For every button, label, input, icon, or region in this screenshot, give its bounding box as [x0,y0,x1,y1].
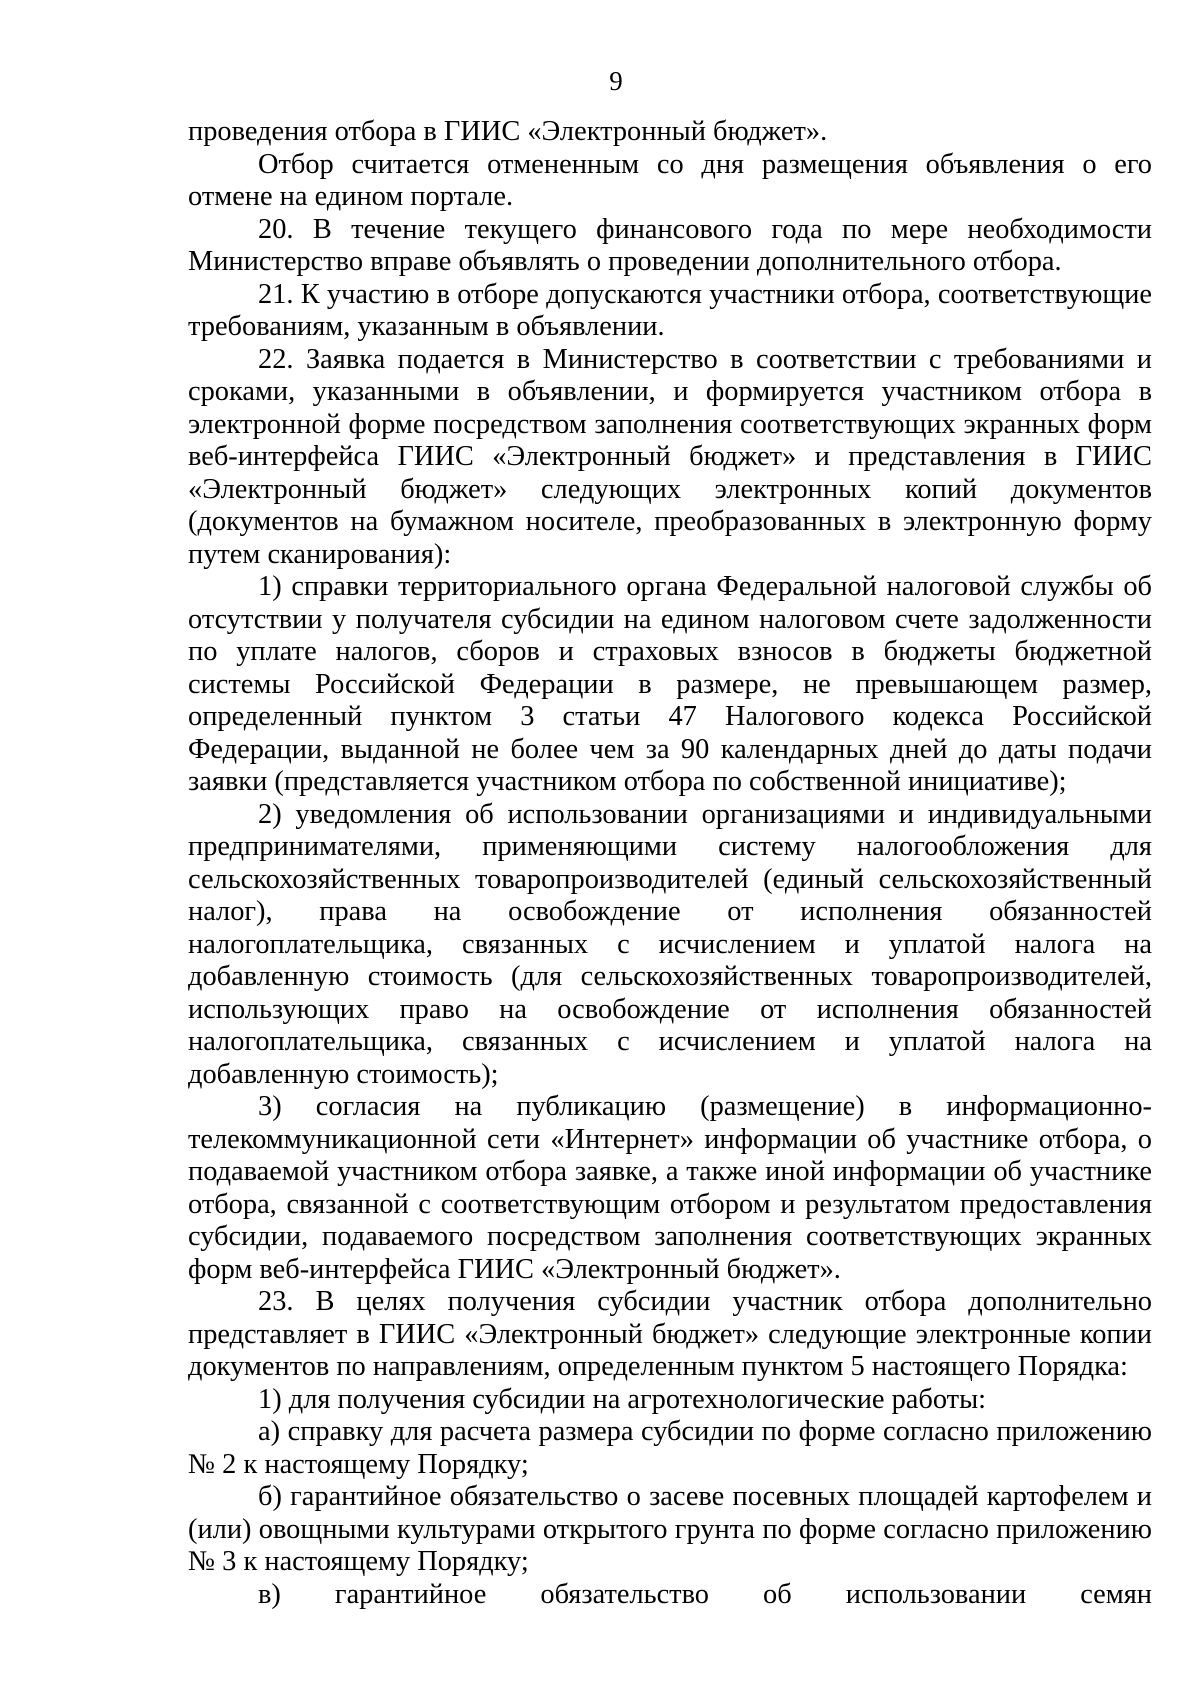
paragraph-clause-22-item-3: 3) согласия на публикацию (размещение) в информационно-телекоммуникационной сети «Интернет» информации об участнике отбора, о подаваемой участником отбора заявке, а также иной информации об участнике отбора, связанной с соответствующим отбором и результатом предоставления субсидии, подаваемого посредством заполнения соответствующих экранных форм веб-интерфейса ГИИС «Электронный бюджет». [188,1091,1152,1285]
paragraph-clause-23: 23. В целях получения субсидии участник отбора дополнительно представляет в ГИИС «Электронный бюджет» следующие электронные копии документов по направлениям, определенным пунктом 5 настоящего Порядка: [188,1286,1152,1382]
paragraph-clause-23-item-1v: в) гарантийное обязательство об использовании семян [258,1578,1152,1610]
paragraph-clause-22-item-1: 1) справки территориального органа Федеральной налоговой службы об отсутствии у получателя субсидии на едином налоговом счете задолженности по уплате налогов, сборов и страховых взносов в бюджеты бюджетной системы Российской Федерации в размере, не превышающем размер, определенный пунктом 3 статьи 47 Налогового кодекса Российской Федерации, выданной не более чем за 90 календарных дней до даты подачи заявки (представляется участником отбора по собственной инициативе); [188,571,1152,797]
page-number: 9 [609,66,623,96]
document-body [188,116,1152,1611]
paragraph-clause-22: 22. Заявка подается в Министерство в соответствии с требованиями и сроками, указанными в объявлении, и формируется участником отбора в электронной форме посредством заполнения соответствующих экранных форм веб-интерфейса ГИИС «Электронный бюджет» и представления в ГИИС «Электронный бюджет» следующих электронных копий документов (документов на бумажном носителе, преобразованных в электронную форму путем сканирования): [188,343,1152,570]
paragraph-clause-22-item-2: 2) уведомления об использовании организациями и индивидуальными предпринимателями, применяющими систему налогообложения для сельскохозяйственных товаропроизводителей (единый сельскохозяйственный налог), права на освобождение от исполнения обязанностей налогоплательщика, связанных с исчислением и уплатой налога на добавленную стоимость (для сельскохозяйственных товаропроизводителей, использующих право на освобождение от исполнения обязанностей налогоплательщика, связанных с исчислением и уплатой налога на добавленную стоимость); [188,798,1152,1090]
paragraph-clause-20: 20. В течение текущего финансового года по мере необходимости Министерство вправе объявлять о проведении дополнительного отбора. [188,213,1152,277]
paragraph-continuation: проведения отбора в ГИИС «Электронный бюджет». [188,116,828,147]
paragraph-selection-cancel: Отбор считается отмененным со дня размещения объявления о его отмене на едином портале. [188,148,1152,212]
paragraph-clause-23-item-1a: а) справку для расчета размера субсидии по форме согласно приложению № 2 к настоящему Порядку; [188,1416,1152,1480]
paragraph-clause-23-item-1b: б) гарантийное обязательство о засеве посевных площадей картофелем и (или) овощными культурами открытого грунта по форме согласно приложению № 3 к настоящему Порядку; [188,1481,1152,1577]
paragraph-clause-23-item-1: 1) для получения субсидии на агротехнологические работы: [258,1383,987,1415]
paragraph-clause-21: 21. К участию в отборе допускаются участники отбора, соответствующие требованиям, указанным в объявлении. [188,278,1152,342]
